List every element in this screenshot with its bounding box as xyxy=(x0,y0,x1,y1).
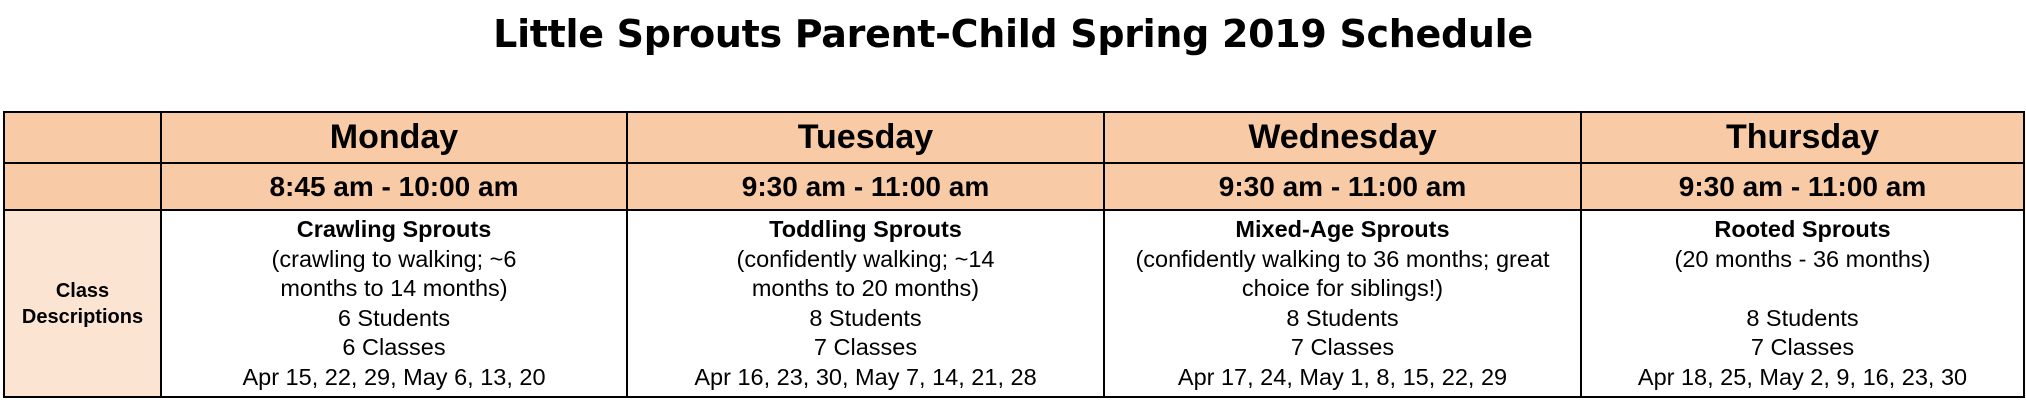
class-name: Rooted Sprouts xyxy=(1714,216,1891,242)
class-name: Crawling Sprouts xyxy=(296,216,492,242)
class-dates: Apr 18, 25, May 2, 9, 16, 23, 30 xyxy=(1637,363,1968,390)
class-description-row xyxy=(4,210,2024,397)
corner-cell xyxy=(4,112,161,163)
class-dates: Apr 16, 23, 30, May 7, 14, 21, 28 xyxy=(694,363,1037,390)
schedule-table xyxy=(3,111,2025,398)
class-students: 8 Students xyxy=(1746,304,1859,331)
day-header-thursday: Thursday xyxy=(1581,112,2024,163)
class-count: 7 Classes xyxy=(813,334,918,360)
class-age-description: (confidently walking to 36 months; great choice for siblings!) xyxy=(1135,245,1550,301)
description-cell-wednesday xyxy=(1104,210,1581,397)
spacer xyxy=(1582,274,2023,304)
day-header-monday: Monday xyxy=(161,112,627,163)
class-age-description: (crawling to walking; ~6 months to 14 months) xyxy=(271,245,517,301)
class-students: 6 Students xyxy=(337,304,451,331)
description-cell-tuesday xyxy=(627,210,1104,397)
class-name: Mixed-Age Sprouts xyxy=(1235,216,1450,242)
time-corner-cell xyxy=(4,163,161,210)
time-monday: 8:45 am - 10:00 am xyxy=(161,163,627,210)
class-age-description: (confidently walking; ~14 months to 20 months) xyxy=(736,245,995,301)
class-dates: Apr 15, 22, 29, May 6, 13, 20 xyxy=(242,363,546,390)
class-count: 7 Classes xyxy=(1290,334,1395,360)
row-label-class-descriptions: Class Descriptions xyxy=(4,210,161,397)
time-thursday: 9:30 am - 11:00 am xyxy=(1581,163,2024,210)
class-students: 8 Students xyxy=(809,304,922,331)
class-students: 8 Students xyxy=(1286,304,1399,331)
description-cell-thursday xyxy=(1581,210,2024,397)
time-row xyxy=(4,163,2024,210)
time-tuesday: 9:30 am - 11:00 am xyxy=(627,163,1104,210)
time-wednesday: 9:30 am - 11:00 am xyxy=(1104,163,1581,210)
day-header-row xyxy=(4,112,2024,163)
class-dates: Apr 17, 24, May 1, 8, 15, 22, 29 xyxy=(1177,363,1508,390)
description-cell-monday xyxy=(161,210,627,397)
class-count: 6 Classes xyxy=(342,334,446,360)
class-name: Toddling Sprouts xyxy=(769,216,962,242)
day-header-wednesday: Wednesday xyxy=(1104,112,1581,163)
class-count: 7 Classes xyxy=(1750,334,1855,360)
page-title: Little Sprouts Parent-Child Spring 2019 Schedule xyxy=(493,12,1533,56)
day-header-tuesday: Tuesday xyxy=(627,112,1104,163)
class-age-description: (20 months - 36 months) xyxy=(1674,245,1931,272)
